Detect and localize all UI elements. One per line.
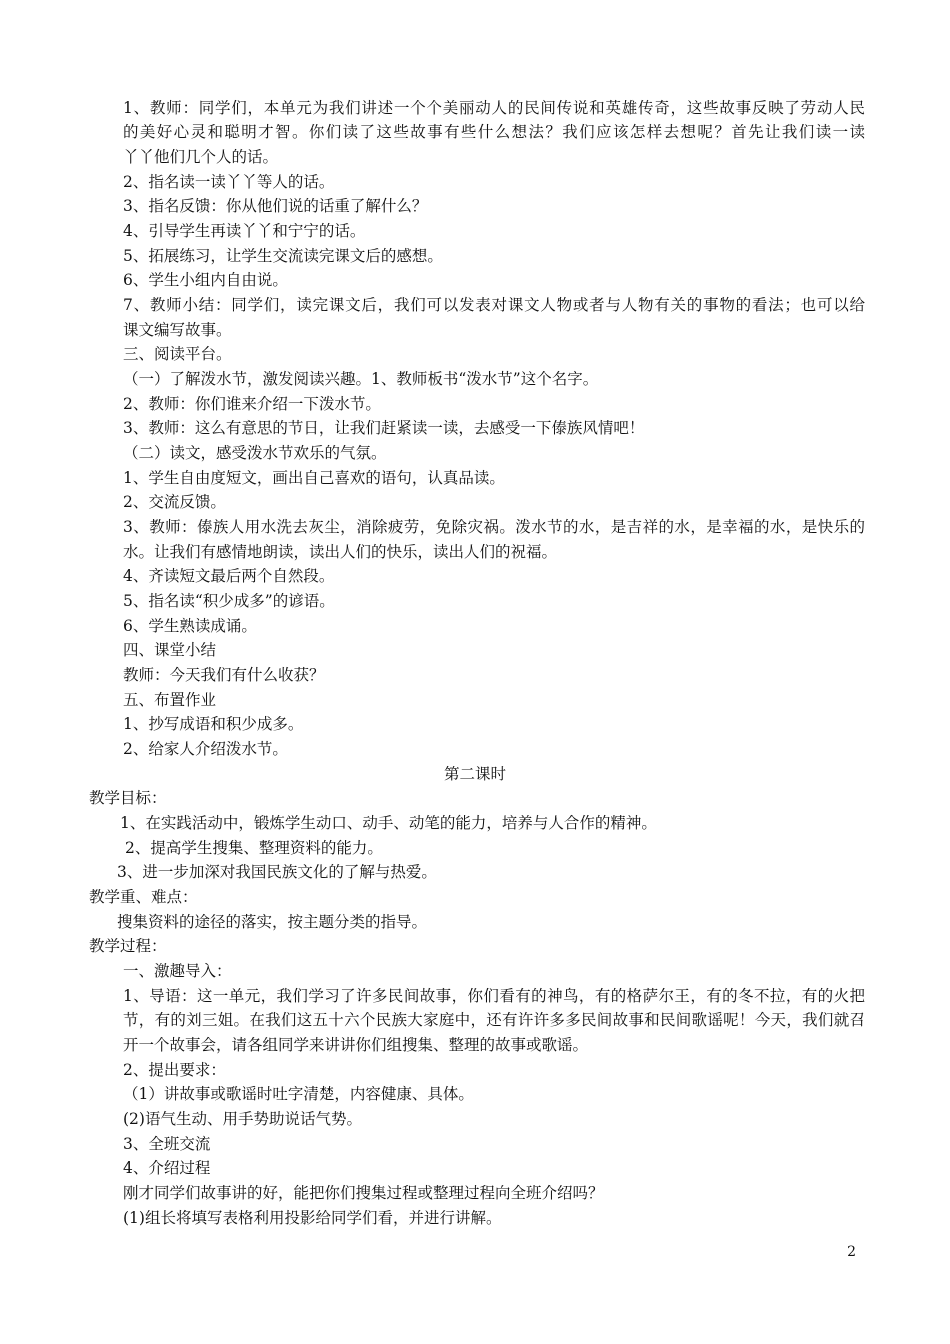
paragraph-line: 1、导语：这一单元，我们学习了许多民间故事，你们看有的神鸟，有的格萨尔王，有的冬不拉，有的火把 [123, 987, 865, 1005]
paragraph-line: 3、进一步加深对我国民族文化的了解与热爱。 [117, 863, 437, 881]
paragraph-line: 2、提出要求： [123, 1061, 226, 1079]
section-heading: 教学目标： [89, 789, 167, 807]
paragraph-line: 1、抄写成语和积少成多。 [123, 715, 304, 733]
section-heading: 教学重、难点： [89, 888, 198, 906]
paragraph-line: 刚才同学们故事讲的好，能把你们搜集过程或整理过程向全班介绍吗？ [123, 1184, 604, 1202]
subsection-heading: （二）读文，感受泼水节欢乐的气氛。 [123, 444, 387, 462]
section-heading: 教学过程： [89, 937, 167, 955]
paragraph-line: 4、介绍过程 [123, 1159, 211, 1177]
paragraph-line: 2、教师：你们谁来介绍一下泼水节。 [123, 395, 381, 413]
paragraph-line: 4、引导学生再读丫丫和宁宁的话。 [123, 222, 366, 240]
paragraph-line: 教师：今天我们有什么收获？ [123, 666, 325, 684]
paragraph-line: 3、教师：傣族人用水洗去灰尘，消除疲劳，免除灾祸。泼水节的水，是吉祥的水，是幸福的水，是快乐的 [123, 518, 865, 536]
paragraph-line: 6、学生熟读成诵。 [123, 617, 257, 635]
lesson-title: 第二课时 [443, 765, 506, 783]
paragraph-line: 3、指名反馈：你从他们说的话重了解什么？ [123, 197, 428, 215]
paragraph-line: 1、在实践活动中，锻炼学生动口、动手、动笔的能力，培养与人合作的精神。 [120, 814, 657, 832]
paragraph-line: 2、交流反馈。 [123, 493, 226, 511]
paragraph-line: 3、全班交流 [123, 1135, 211, 1153]
paragraph-line: (2)语气生动、用手势助说话气势。 [123, 1110, 362, 1128]
paragraph-line: 2、给家人介绍泼水节。 [123, 740, 288, 758]
paragraph-line: 开一个故事会，请各组同学来讲讲你们组搜集、整理的故事或歌谣。 [123, 1036, 589, 1054]
paragraph-line: 2、提高学生搜集、整理资料的能力。 [125, 839, 383, 857]
paragraph-line: 水。让我们有感情地朗读，读出人们的快乐，读出人们的祝福。 [123, 543, 558, 561]
paragraph-line: 课文编写故事。 [123, 321, 232, 339]
section-heading: 四、课堂小结 [123, 641, 217, 659]
paragraph-line: 5、指名读“积少成多”的谚语。 [123, 592, 335, 610]
paragraph-line: 节，有的刘三姐。在我们这五十六个民族大家庭中，还有许许多多民间故事和民间歌谣呢！今天，我们就召 [123, 1011, 865, 1029]
paragraph-line: 1、教师：同学们，本单元为我们讲述一个个美丽动人的民间传说和英雄传奇，这些故事反映了劳动人民 [123, 99, 865, 117]
paragraph-line: 4、齐读短文最后两个自然段。 [123, 567, 335, 585]
paragraph-line: (1)组长将填写表格利用投影给同学们看，并进行讲解。 [123, 1209, 502, 1227]
section-heading: 三、阅读平台。 [123, 345, 232, 363]
paragraph-line: 7、教师小结：同学们，读完课文后，我们可以发表对课文人物或者与人物有关的事物的看法；也可以给 [123, 296, 865, 314]
section-heading: 五、布置作业 [123, 691, 217, 709]
paragraph-line: （1）讲故事或歌谣时吐字清楚，内容健康、具体。 [123, 1085, 474, 1103]
paragraph-line: 6、学生小组内自由说。 [123, 271, 288, 289]
subsection-heading: （一）了解泼水节，激发阅读兴趣。1、教师板书“泼水节”这个名字。 [123, 370, 599, 388]
paragraph-line: 5、拓展练习，让学生交流读完课文后的感想。 [123, 247, 443, 265]
paragraph-line: 的美好心灵和聪明才智。你们读了这些故事有些什么想法？我们应该怎样去想呢？首先让我们读一读 [123, 123, 865, 141]
paragraph-line: 丫丫他们几个人的话。 [123, 148, 279, 166]
paragraph-line: 1、学生自由度短文，画出自己喜欢的语句，认真品读。 [123, 469, 505, 487]
paragraph-line: 3、教师：这么有意思的节日，让我们赶紧读一读，去感受一下傣族风情吧！ [123, 419, 645, 437]
section-heading: 一、激趣导入： [123, 962, 232, 980]
page-number: 2 [847, 1244, 856, 1260]
paragraph-line: 搜集资料的途径的落实，按主题分类的指导。 [117, 913, 428, 931]
paragraph-line: 2、指名读一读丫丫等人的话。 [123, 173, 335, 191]
